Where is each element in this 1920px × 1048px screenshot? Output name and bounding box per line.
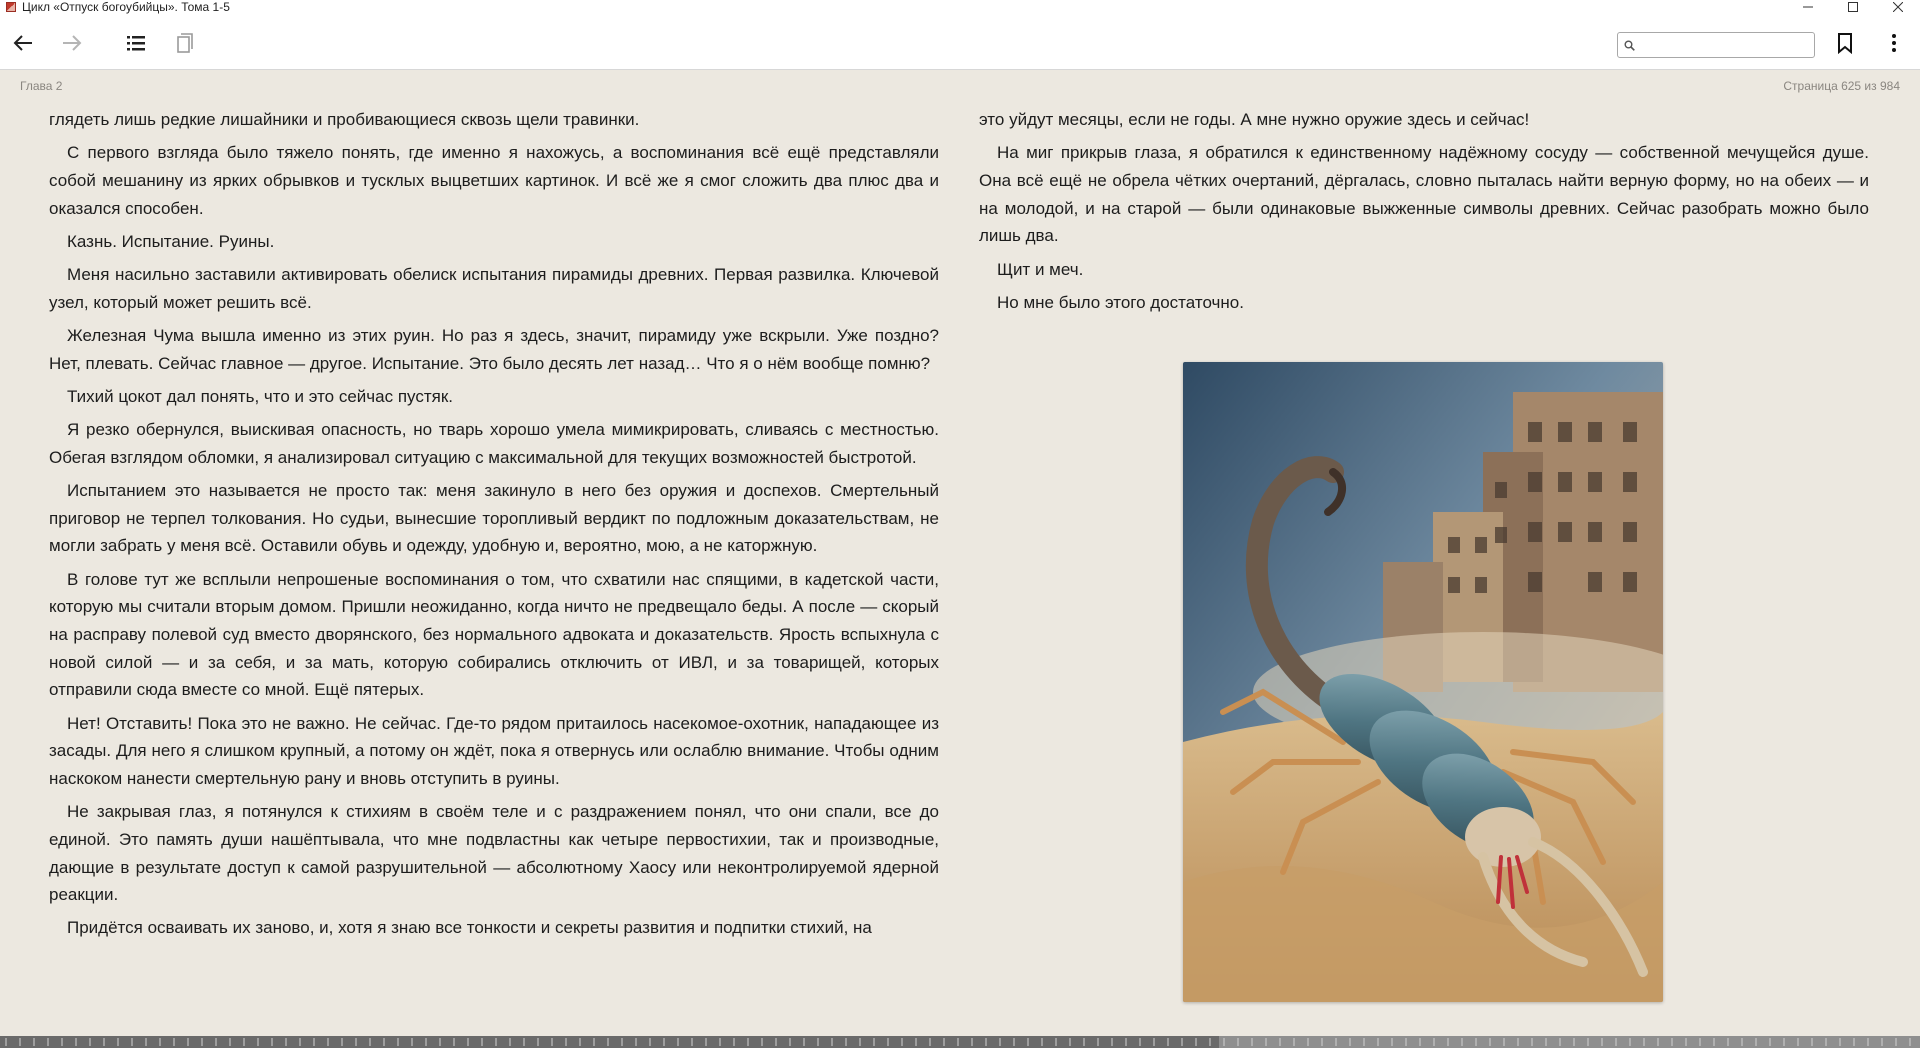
paragraph: это уйдут месяцы, если не годы. А мне нужно оружие здесь и сейчас! (979, 110, 1530, 129)
page-indicator: Страница 625 из 984 (1783, 79, 1900, 93)
close-icon (1893, 2, 1903, 12)
paragraph: Щит и меч. (997, 259, 1084, 279)
forward-button[interactable] (57, 28, 87, 58)
window-title: Цикл «Отпуск богоубийцы». Тома 1-5 (22, 0, 230, 14)
bookmark-icon (1834, 32, 1856, 54)
forward-arrow-icon (61, 32, 83, 54)
toolbar (0, 14, 1920, 70)
chapter-title: Глава 2 (20, 79, 63, 93)
paragraph: В голове тут же всплыли непрошеные воспоминания о том, что схватили нас спящими, в кадетской части, которую мы считали вторым домом. Пришли неожиданно, когда ничто не предвещало беды. А после — скорый на расправу полевой суд вместо дворянского, без нормального адвоката и доказательств. Ярость вспыхнула с новой силой — и за себя, и за мать, которую собирались отключить от ИВЛ, и за товарищей, которых отправили сюда вместе со мной. Ещё пятерых. (49, 569, 939, 700)
contents-button[interactable] (121, 28, 151, 58)
paragraph: Казнь. Испытание. Руины. (67, 231, 275, 251)
chapter-ticks (0, 1036, 1920, 1048)
search-input[interactable] (1639, 38, 1809, 53)
paragraph: На миг прикрыв глаза, я обратился к единственному надёжному сосуду — собственной мечущейся душе. Она всё ещё не обрела чётких очертаний, дёргалась, словно пыталась найти верную форму, но на обеих — и на молодой, и на старой — были одинаковые выжженные символы древних. Сейчас разобрать можно было лишь два. (979, 143, 1869, 246)
scorpion-illustration (1183, 362, 1663, 1002)
paragraph: Но мне было этого достаточно. (997, 292, 1244, 312)
reader-area[interactable] (0, 70, 1920, 1036)
paragraph: С первого взгляда было тяжело понять, где именно я нахожусь, а воспоминания всё ещё представляли собой мешанину из ярких обрывков и тусклых выцветших картинок. И всё же я смог сложить два плюс два и оказался способен. (49, 143, 939, 218)
search-icon (1624, 40, 1635, 51)
left-page (49, 106, 939, 1031)
bookmarks-list-button[interactable] (170, 28, 200, 58)
paragraph: Меня насильно заставили активировать обелиск испытания пирамиды древних. Первая развилка. Ключевой узел, который может решить всё. (49, 265, 939, 312)
minimize-icon (1803, 2, 1813, 12)
paragraph: Железная Чума вышла именно из этих руин. Но раз я здесь, значит, пирамиду уже вскрыли. Уже поздно? Нет, плевать. Сейчас главное — другое. Испытание. Это было десять лет назад… Что я о нём вообще помню? (49, 325, 939, 373)
back-button[interactable] (8, 28, 38, 58)
back-arrow-icon (12, 32, 34, 54)
bookmarks-list-icon (174, 32, 196, 54)
paragraph: Придётся осваивать их заново, и, хотя я знаю все тонкости и секреты развития и подпитки стихий, на (67, 918, 872, 938)
minimize-button[interactable] (1785, 0, 1830, 14)
paragraph: Не закрывая глаз, я потянулся к стихиям в своём теле и с раздражением понял, что они спали, все до единой. Это память души нашёптывала, что мне подвластны как четыре первостихии, так и производные, дающие в результате доступ к самой разрушительной — абсолютному Хаосу или неконтролируемой ядерной реакции. (49, 802, 939, 905)
window-controls (1785, 0, 1920, 14)
paragraph: Испытанием это называется не просто так: меня закинуло в него без оружия и доспехов. Смертельный приговор не терпел толкования. Но судьи, вынесшие торопливый вердикт по подложным доказательствам, не могли забрать у меня всё. Оставили обувь и одежду, удобную и, вероятно, мою, а не каторжную. (49, 480, 939, 556)
bookmark-button[interactable] (1830, 28, 1860, 58)
close-button[interactable] (1875, 0, 1920, 14)
more-vert-icon (1883, 32, 1905, 54)
reading-progress-bar[interactable] (0, 1036, 1920, 1048)
contents-list-icon (125, 32, 147, 54)
maximize-button[interactable] (1830, 0, 1875, 14)
maximize-icon (1848, 2, 1858, 12)
title-bar (0, 0, 1920, 14)
right-page (979, 106, 1869, 322)
paragraph: глядеть лишь редкие лишайники и пробивающиеся сквозь щели травинки. (49, 110, 640, 129)
search-box[interactable] (1617, 32, 1815, 58)
more-menu-button[interactable] (1879, 28, 1909, 58)
app-icon (6, 2, 16, 12)
paragraph: Тихий цокот дал понять, что и это сейчас пустяк. (67, 386, 454, 406)
illustration-image (1183, 362, 1663, 1002)
paragraph: Я резко обернулся, выискивая опасность, но тварь хорошо умела мимикрировать, сливаясь с местностью. Обегая взглядом обломки, я анализировал ситуацию с максимальной для текущих возможностей быстротой. (49, 420, 939, 467)
paragraph: Нет! Отставить! Пока это не важно. Не сейчас. Где-то рядом притаилось насекомое-охотник, нападающее из засады. Для него я слишком крупный, а потому он ждёт, пока я отвернусь или ослаблю внимание. Чтобы одним наскоком нанести смертельную рану и вновь отступить в руины. (49, 713, 939, 788)
